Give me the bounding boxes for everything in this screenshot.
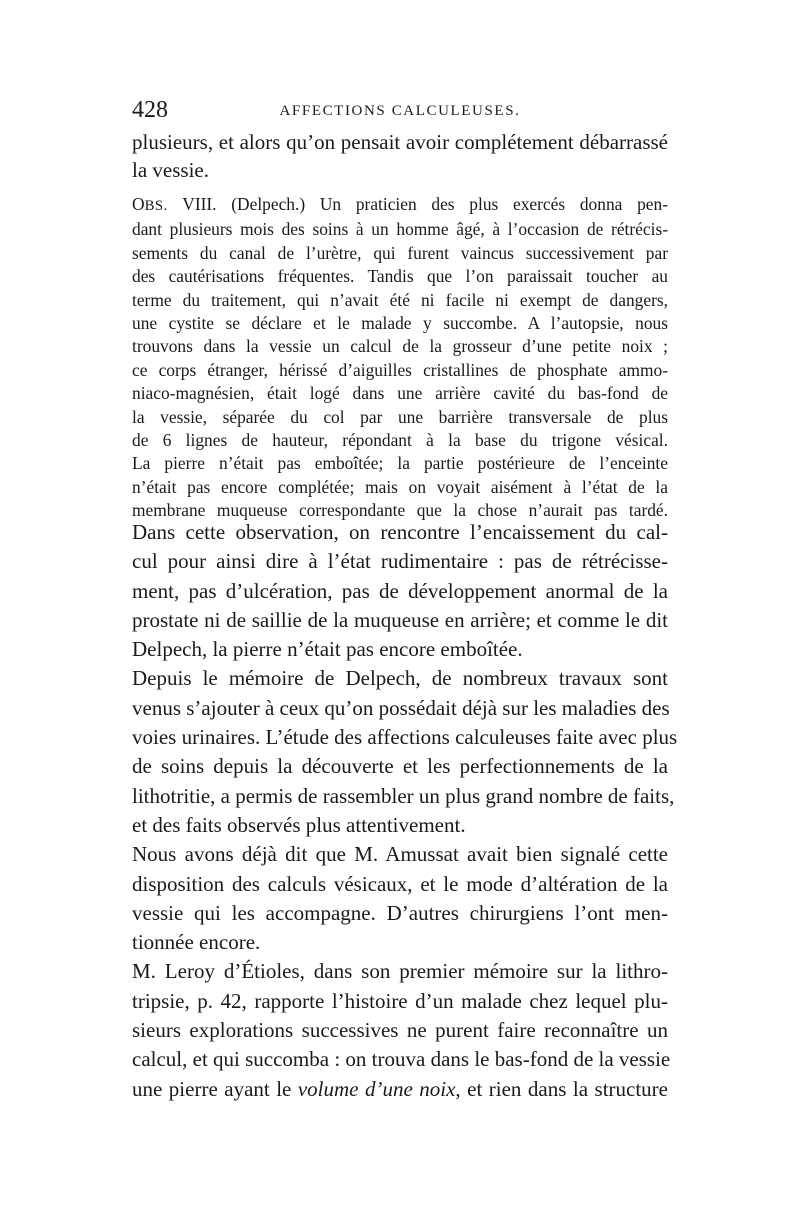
text-line: M. Leroy d’Étioles, dans son premier mémoire sur la lithro- bbox=[132, 959, 668, 984]
text-line: une cystite se déclare et le malade y succombe. A l’autopsie, nous bbox=[132, 313, 668, 334]
text-line: voies urinaires. L’étude des affections calculeuses faite avec plus bbox=[132, 725, 678, 750]
text-line: la vessie. bbox=[132, 158, 209, 182]
main-text bbox=[132, 518, 678, 1104]
text-line: une pierre ayant le volume d’une noix, et rien dans la structure bbox=[132, 1076, 668, 1101]
page-number: 428 bbox=[132, 97, 168, 123]
text-line: tionnée encore. bbox=[132, 930, 261, 955]
page-header bbox=[132, 95, 668, 125]
text-line: des cautérisations fréquentes. Tandis que l’on paraissait toucher au bbox=[132, 266, 668, 287]
text-line: Dans cette observation, on rencontre l’encaissement du cal- bbox=[132, 520, 668, 544]
text-line: lithotritie, a permis de rassembler un plus grand nombre de faits, bbox=[132, 783, 675, 808]
text-line: La pierre n’était pas emboîtée; la partie postérieure de l’enceinte bbox=[132, 453, 668, 474]
text-line: OBS. VIII. (Delpech.) Un praticien des plus exercés donna pen- bbox=[132, 194, 668, 214]
text-line: trouvons dans la vessie un calcul de la grosseur d’une petite noix ; bbox=[132, 336, 668, 357]
text-line: Depuis le mémoire de Delpech, de nombreux travaux sont bbox=[132, 666, 668, 691]
observation-paragraph bbox=[132, 193, 668, 523]
text-line: sements du canal de l’urètre, qui furent vaincus successivement par bbox=[132, 242, 668, 263]
text-line: n’était pas encore complétée; mais on voyait aisément à l’état de la bbox=[132, 476, 668, 497]
text-line: la vessie, séparée du col par une barrière transversale de plus bbox=[132, 406, 668, 427]
text-line: prostate ni de saillie de la muqueuse en arrière; et comme le dit bbox=[132, 607, 668, 632]
text-line: ment, pas d’ulcération, pas de développement anormal de la bbox=[132, 578, 668, 603]
text-line: cul pour ainsi dire à l’état rudimentaire : pas de rétrécisse- bbox=[132, 549, 668, 574]
text-line: dant plusieurs mois des soins à un homme âgé, à l’occasion de rétrécis- bbox=[132, 219, 668, 240]
running-title: AFFECTIONS CALCULEUSES. bbox=[279, 103, 521, 119]
text-line: terme du traitement, qui n’avait été ni facile ni exempt de dangers, bbox=[132, 289, 668, 310]
text-line: venus s’ajouter à ceux qu’on possédait déjà sur les maladies des bbox=[132, 695, 670, 720]
text-line: sieurs explorations successives ne purent faire reconnaître un bbox=[132, 1018, 668, 1043]
text-line: niaco-magnésien, était logé dans une arrière cavité du bas-fond de bbox=[132, 383, 668, 404]
text-line: ce corps étranger, hérissé d’aiguilles cristallines de phosphate ammo- bbox=[132, 359, 668, 380]
text-line: et des faits observés plus attentivement. bbox=[132, 812, 466, 837]
text-line: calcul, et qui succomba : on trouva dans le bas-fond de la vessie bbox=[132, 1047, 671, 1072]
observation-label: OBS. bbox=[132, 194, 168, 214]
text-line: tripsie, p. 42, rapporte l’histoire d’un malade chez lequel plu- bbox=[132, 988, 668, 1013]
text-line: plusieurs, et alors qu’on pensait avoir complétement débarrassé bbox=[132, 130, 668, 154]
text-line: vessie qui les accompagne. D’autres chirurgiens l’ont men- bbox=[132, 900, 668, 925]
continuation-paragraph bbox=[132, 128, 668, 184]
text-line: de 6 lignes de hauteur, répondant à la base du trigone vésical. bbox=[132, 430, 668, 451]
text-line: Nous avons déjà dit que M. Amussat avait bien signalé cette bbox=[132, 842, 668, 867]
text-line: membrane muqueuse correspondante que la chose n’aurait pas tardé. bbox=[132, 500, 668, 521]
text-line: de soins depuis la découverte et les perfectionnements de la bbox=[132, 754, 668, 779]
text-line: Delpech, la pierre n’était pas encore emboîtée. bbox=[132, 637, 523, 662]
text-line: disposition des calculs vésicaux, et le mode d’altération de la bbox=[132, 871, 668, 896]
italic-phrase: volume d’une noix bbox=[297, 1076, 456, 1101]
